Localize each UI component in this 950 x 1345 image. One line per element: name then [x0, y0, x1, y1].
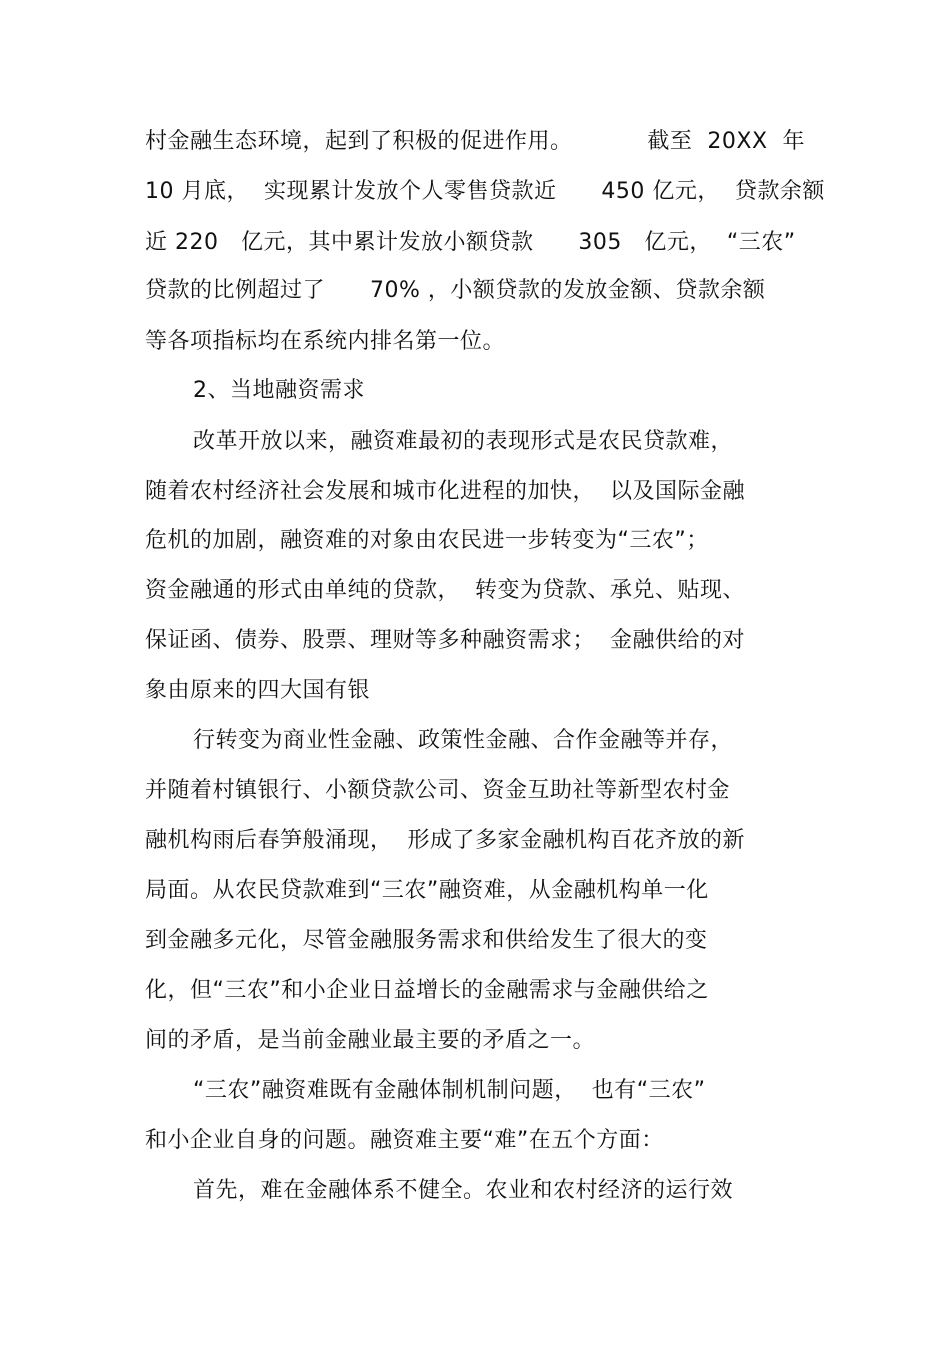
text-line: 10 月底， 实现累计发放个人零售贷款近 450 亿元， 贷款余额 — [145, 179, 825, 204]
text-line: 首先，难在金融体系不健全。农业和农村经济的运行效 — [193, 1178, 734, 1203]
section-heading: 2、当地融资需求 — [193, 378, 365, 403]
text-line: 象由原来的四大国有银 — [145, 678, 371, 703]
text-line: 并随着村镇银行、小额贷款公司、资金互助社等新型农村金 — [145, 778, 731, 803]
text-line: “三农”融资难既有金融体制机制问题， 也有“三农” — [193, 1078, 706, 1103]
text-line: 资金融通的形式由单纯的贷款， 转变为贷款、承兑、贴现、 — [145, 578, 745, 603]
text-line: 间的矛盾，是当前金融业最主要的矛盾之一。 — [145, 1028, 596, 1053]
text-line: 村金融生态环境，起到了积极的促进作用。 截至 20XX 年 — [145, 129, 806, 154]
text-line: 改革开放以来，融资难最初的表现形式是农民贷款难， — [193, 429, 734, 454]
text-line: 保证函、债券、股票、理财等多种融资需求； 金融供给的对 — [145, 628, 745, 653]
text-line: 行转变为商业性金融、政策性金融、合作金融等并存， — [193, 728, 734, 753]
text-line: 贷款的比例超过了 70% ，小额贷款的发放金额、贷款余额 — [145, 278, 766, 303]
text-line: 随着农村经济社会发展和城市化进程的加快， 以及国际金融 — [145, 479, 745, 504]
text-line: 等各项指标均在系统内排名第一位。 — [145, 329, 506, 354]
text-line: 和小企业自身的问题。融资难主要“难”在五个方面： — [145, 1128, 664, 1153]
text-line: 近 220 亿元，其中累计发放小额贷款 305 亿元， “三农” — [145, 230, 796, 255]
text-line: 到金融多元化，尽管金融服务需求和供给发生了很大的变 — [145, 928, 708, 953]
text-line: 化，但“三农”和小企业日益增长的金融需求与金融供给之 — [145, 978, 709, 1003]
text-line: 局面。从农民贷款难到“三农”融资难，从金融机构单一化 — [145, 878, 709, 903]
text-line: 融机构雨后春笋般涌现， 形成了多家金融机构百花齐放的新 — [145, 828, 745, 853]
text-line: 危机的加剧，融资难的对象由农民进一步转变为“三农”； — [145, 528, 709, 553]
